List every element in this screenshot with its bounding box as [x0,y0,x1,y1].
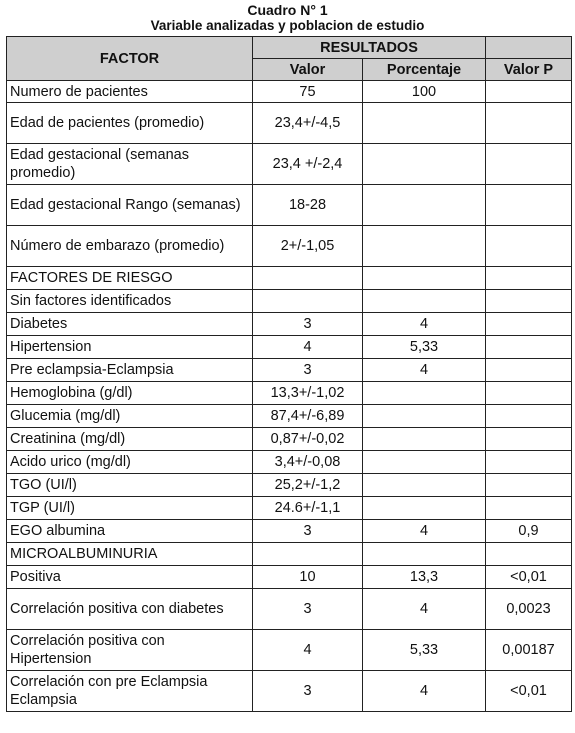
cell-valor: 25,2+/-1,2 [253,474,363,497]
table-body [7,81,572,712]
cell-valor: 3 [253,520,363,543]
table-row [7,81,572,103]
table-row [7,290,572,313]
cell-factor: Pre eclampsia-Eclampsia [7,359,253,382]
cell-porcentaje [363,382,486,405]
cell-porcentaje: 4 [363,520,486,543]
header-valor: Valor [253,59,363,81]
cell-valor: 3 [253,359,363,382]
cell-porcentaje [363,543,486,566]
table-row [7,566,572,589]
cell-factor: Numero de pacientes [7,81,253,103]
cell-factor: Número de embarazo (promedio) [7,226,253,267]
cell-valor [253,290,363,313]
cell-valor: 4 [253,336,363,359]
cell-valor: 13,3+/-1,02 [253,382,363,405]
cell-valor: 10 [253,566,363,589]
cell-valor: 87,4+/-6,89 [253,405,363,428]
cell-valor-p [486,226,572,267]
table-subtitle: Variable analizadas y poblacion de estudio [150,18,425,33]
cell-porcentaje: 4 [363,313,486,336]
cell-factor: Edad de pacientes (promedio) [7,103,253,144]
cell-porcentaje: 4 [363,589,486,630]
table-title: Cuadro N° 1 [247,2,328,18]
cell-valor-p [486,144,572,185]
cell-valor: 23,4+/-4,5 [253,103,363,144]
cell-porcentaje: 100 [363,81,486,103]
cell-porcentaje [363,451,486,474]
cell-factor: Correlación con pre Eclampsia Eclampsia [7,671,253,712]
cell-valor-p: 0,00187 [486,630,572,671]
table-row [7,185,572,226]
cell-factor: Acido urico (mg/dl) [7,451,253,474]
cell-valor-p [486,267,572,290]
cell-porcentaje [363,474,486,497]
cell-factor: Hipertension [7,336,253,359]
cell-valor-p [486,290,572,313]
cell-valor-p [486,474,572,497]
table-row [7,589,572,630]
cell-valor [253,267,363,290]
cell-factor: MICROALBUMINURIA [7,543,253,566]
header-valor-p: Valor P [486,59,572,81]
cell-valor-p [486,103,572,144]
cell-valor: 23,4 +/-2,4 [253,144,363,185]
table-row [7,474,572,497]
table-row [7,543,572,566]
cell-valor-p [486,81,572,103]
cell-factor: TGP (UI/l) [7,497,253,520]
cell-porcentaje [363,185,486,226]
cell-valor-p: 0,9 [486,520,572,543]
table-row [7,630,572,671]
cell-valor-p: <0,01 [486,566,572,589]
cell-valor: 75 [253,81,363,103]
cell-valor-p [486,451,572,474]
cell-valor: 3 [253,671,363,712]
cell-factor: FACTORES DE RIESGO [7,267,253,290]
cell-porcentaje: 5,33 [363,336,486,359]
cell-valor-p [486,336,572,359]
header-empty [486,37,572,59]
cell-valor-p [486,382,572,405]
cell-factor: Hemoglobina (g/dl) [7,382,253,405]
table-row [7,428,572,451]
cell-factor: Correlación positiva con Hipertension [7,630,253,671]
cell-porcentaje [363,144,486,185]
table-row [7,226,572,267]
cell-factor: Sin factores identificados [7,290,253,313]
cell-valor: 3 [253,313,363,336]
table-row [7,267,572,290]
table-row [7,497,572,520]
cell-factor: Positiva [7,566,253,589]
cell-porcentaje: 4 [363,359,486,382]
table-row [7,313,572,336]
cell-valor-p: <0,01 [486,671,572,712]
cell-porcentaje [363,290,486,313]
cell-valor [253,543,363,566]
table-caption [0,3,575,33]
cell-valor: 3,4+/-0,08 [253,451,363,474]
cell-porcentaje [363,428,486,451]
table-row [7,103,572,144]
cell-valor-p [486,185,572,226]
table-row [7,451,572,474]
table-row [7,382,572,405]
cell-valor-p [486,405,572,428]
table-row [7,336,572,359]
cell-factor: Glucemia (mg/dl) [7,405,253,428]
cell-valor-p [486,428,572,451]
cell-valor-p [486,497,572,520]
cell-factor: Edad gestacional Rango (semanas) [7,185,253,226]
cell-factor: Creatinina (mg/dl) [7,428,253,451]
cell-valor-p [486,359,572,382]
cell-porcentaje [363,103,486,144]
results-table [6,36,572,712]
cell-factor: Correlación positiva con diabetes [7,589,253,630]
table-row [7,671,572,712]
header-factor: FACTOR [7,37,253,81]
cell-valor: 2+/-1,05 [253,226,363,267]
table-row [7,520,572,543]
cell-valor: 4 [253,630,363,671]
cell-porcentaje [363,267,486,290]
cell-valor: 0,87+/-0,02 [253,428,363,451]
cell-factor: Diabetes [7,313,253,336]
cell-factor: EGO albumina [7,520,253,543]
cell-porcentaje: 13,3 [363,566,486,589]
cell-porcentaje [363,405,486,428]
table-row [7,144,572,185]
header-porcentaje: Porcentaje [363,59,486,81]
cell-valor: 3 [253,589,363,630]
table-header [7,37,572,81]
cell-valor-p [486,313,572,336]
cell-factor: TGO (UI/l) [7,474,253,497]
table-row [7,405,572,428]
cell-porcentaje: 5,33 [363,630,486,671]
cell-valor: 24.6+/-1,1 [253,497,363,520]
cell-factor: Edad gestacional (semanas promedio) [7,144,253,185]
cell-porcentaje [363,497,486,520]
cell-valor: 18-28 [253,185,363,226]
cell-valor-p: 0,0023 [486,589,572,630]
cell-porcentaje [363,226,486,267]
table-row [7,359,572,382]
cell-valor-p [486,543,572,566]
cell-porcentaje: 4 [363,671,486,712]
header-resultados: RESULTADOS [253,37,486,59]
